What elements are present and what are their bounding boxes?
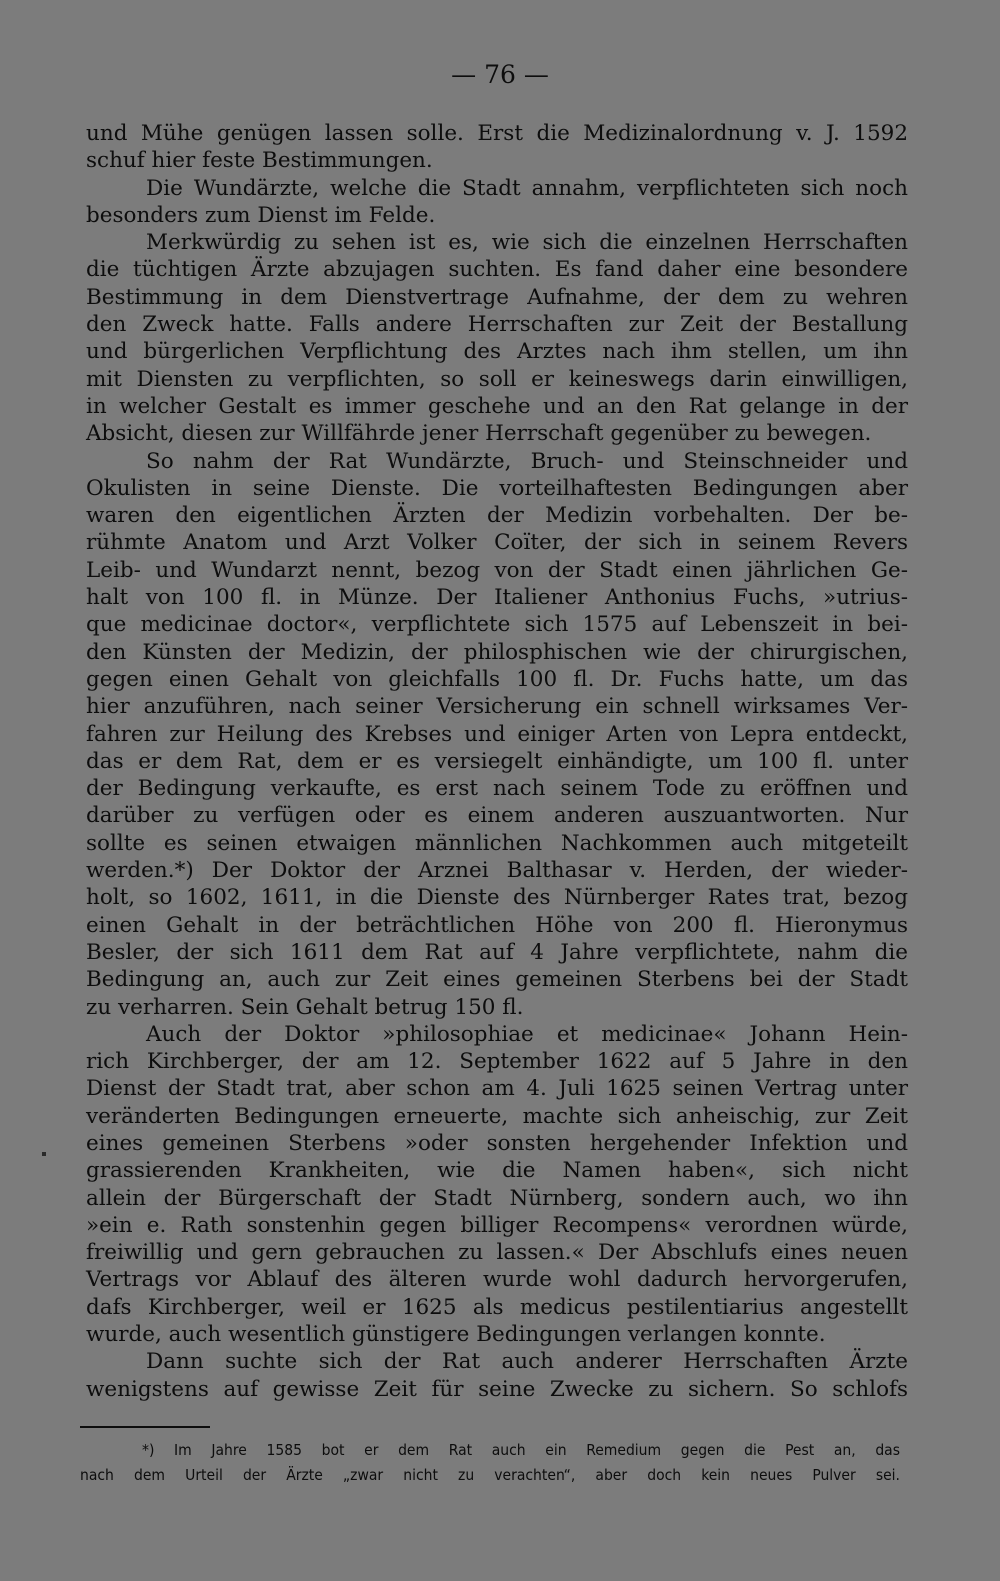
text-line: die tüchtigen Ärzte abzujagen suchten. Es fand daher eine besondere <box>86 257 908 283</box>
text-line: Bedingung an, auch zur Zeit eines gemeinen Sterbens bei der Stadt <box>86 967 908 993</box>
text-line: dafs Kirchberger, weil er 1625 als medicus pestilentiarius angestellt <box>86 1294 908 1320</box>
text-line: Besler, der sich 1611 dem Rat auf 4 Jahre verpflichtete, nahm die <box>86 939 908 965</box>
text-line: hier anzuführen, nach seiner Versicherung ein schnell wirksames Ver- <box>86 694 908 720</box>
text-line: rich Kirchberger, der am 12. September 1622 auf 5 Jahre in den <box>86 1049 908 1075</box>
body-text <box>86 120 908 1403</box>
text-line: den Zweck hatte. Falls andere Herrschaften zur Zeit der Bestallung <box>86 312 908 338</box>
text-line: schuf hier feste Bestimmungen. <box>86 148 433 174</box>
footnote-line: nach dem Urteil der Ärzte „zwar nicht zu verachten“, aber doch kein neues Pulver sei. <box>80 1466 900 1484</box>
text-line: zu verharren. Sein Gehalt betrug 150 fl. <box>86 994 524 1020</box>
margin-speck <box>42 1152 46 1156</box>
footnote <box>80 1438 900 1488</box>
text-line: das er dem Rat, dem er es versiegelt einhändigte, um 100 fl. unter <box>86 748 908 774</box>
text-line: Leib- und Wundarzt nennt, bezog von der Stadt einen jährlichen Ge- <box>86 557 908 583</box>
text-line: Die Wundärzte, welche die Stadt annahm, verpflichteten sich noch <box>146 175 908 201</box>
text-line: gegen einen Gehalt von gleichfalls 100 fl. Dr. Fuchs hatte, um das <box>86 666 908 692</box>
text-line: grassierenden Krankheiten, wie die Namen haben«, sich nicht <box>86 1158 908 1184</box>
text-line: Dienst der Stadt trat, aber schon am 4. Juli 1625 seinen Vertrag unter <box>86 1076 908 1102</box>
text-line: Merkwürdig zu sehen ist es, wie sich die einzelnen Herrschaften <box>146 230 908 256</box>
text-line: mit Diensten zu verpflichten, so soll er keineswegs darin einwilligen, <box>86 366 908 392</box>
text-line: den Künsten der Medizin, der philosphischen wie der chirurgischen, <box>86 639 908 665</box>
text-line: der Bedingung verkaufte, es erst nach seinem Tode zu eröffnen und <box>86 776 908 802</box>
text-line: eines gemeinen Sterbens »oder sonsten hergehender Infektion und <box>86 1130 908 1156</box>
text-line: Bestimmung in dem Dienstvertrage Aufnahme, der dem zu wehren <box>86 284 908 310</box>
text-line: holt, so 1602, 1611, in die Dienste des Nürnberger Rates trat, bezog <box>86 885 908 911</box>
text-line: halt von 100 fl. in Münze. Der Italiener Anthonius Fuchs, »utrius- <box>86 585 908 611</box>
text-line: allein der Bürgerschaft der Stadt Nürnberg, sondern auch, wo ihn <box>86 1185 908 1211</box>
text-line: So nahm der Rat Wundärzte, Bruch- und Steinschneider und <box>146 448 908 474</box>
text-line: werden.*) Der Doktor der Arznei Balthasar v. Herden, der wieder- <box>86 858 908 884</box>
text-line: und bürgerlichen Verpflichtung des Arztes nach ihm stellen, um ihn <box>86 339 908 365</box>
text-line: waren den eigentlichen Ärzten der Medizin vorbehalten. Der be- <box>86 503 908 529</box>
text-line: Auch der Doktor »philosophiae et medicinae« Johann Hein- <box>146 1021 908 1047</box>
text-line: Absicht, diesen zur Willfährde jener Herrschaft gegenüber zu bewegen. <box>86 421 872 447</box>
text-line: Vertrags vor Ablauf des älteren wurde wohl dadurch hervorgerufen, <box>86 1267 908 1293</box>
footnote-line: *) Im Jahre 1585 bot er dem Rat auch ein Remedium gegen die Pest an, das <box>142 1441 900 1459</box>
text-line: darüber zu verfügen oder es einem anderen auszuantworten. Nur <box>86 803 908 829</box>
text-line: wenigstens auf gewisse Zeit für seine Zwecke zu sichern. So schlofs <box>86 1376 908 1402</box>
text-line: in welcher Gestalt es immer geschehe und an den Rat gelange in der <box>86 393 908 419</box>
text-line: veränderten Bedingungen erneuerte, machte sich anheischig, zur Zeit <box>86 1103 908 1129</box>
footnote-rule <box>80 1426 210 1428</box>
text-line: besonders zum Dienst im Felde. <box>86 202 436 228</box>
text-line: »ein e. Rath sonstenhin gegen billiger Recompens« verordnen würde, <box>86 1212 908 1238</box>
text-line: que medicinae doctor«, verpflichtete sich 1575 auf Lebenszeit in bei- <box>86 612 908 638</box>
text-line: einen Gehalt in der beträchtlichen Höhe von 200 fl. Hieronymus <box>86 912 908 938</box>
text-line: und Mühe genügen lassen solle. Erst die Medizinalordnung v. J. 1592 <box>86 121 908 146</box>
text-line: rühmte Anatom und Arzt Volker Coïter, der sich in seinem Revers <box>86 530 908 556</box>
page-number: — 76 — <box>451 60 549 89</box>
text-line: fahren zur Heilung des Krebses und einiger Arten von Lepra entdeckt, <box>86 721 908 747</box>
text-line: wurde, auch wesentlich günstigere Bedingungen verlangen konnte. <box>86 1322 826 1348</box>
text-line: Okulisten in seine Dienste. Die vorteilhaftesten Bedingungen aber <box>86 475 908 501</box>
text-line: sollte es seinen etwaigen männlichen Nachkommen auch mitgeteilt <box>86 830 908 856</box>
text-line: Dann suchte sich der Rat auch anderer Herrschaften Ärzte <box>146 1349 908 1375</box>
text-line: freiwillig und gern gebrauchen zu lassen.« Der Abschlufs eines neuen <box>86 1240 908 1266</box>
